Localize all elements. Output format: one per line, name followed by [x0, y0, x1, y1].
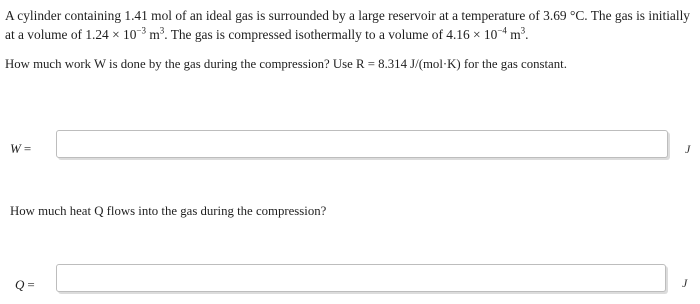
work-symbol: W — [10, 141, 21, 156]
exponent: −4 — [497, 25, 507, 36]
heat-answer-input[interactable] — [56, 264, 666, 292]
work-unit: J — [685, 142, 691, 156]
problem-line-2-part-b: m — [145, 27, 160, 42]
question-heat: How much heat Q flows into the gas during the compression? — [10, 204, 327, 218]
problem-line-1: A cylinder containing 1.41 mol of an ideal gas is surrounded by a large reservoir at a temperature of 3.69 °C. The gas is initially — [5, 8, 691, 23]
exponent: 3 — [159, 25, 165, 36]
exponent: −3 — [136, 25, 146, 36]
question-work: How much work W is done by the gas during the compression? Use R = 8.314 J/(mol·K) for the gas constant. — [5, 57, 567, 71]
work-answer-input[interactable] — [56, 130, 668, 158]
work-equals: = — [23, 141, 32, 156]
problem-line-2 — [5, 25, 695, 44]
problem-line-2-part-a: at a volume of 1.24 × 10 — [5, 27, 137, 42]
heat-label — [15, 277, 35, 293]
heat-equals: = — [27, 277, 35, 292]
heat-symbol: Q — [15, 277, 25, 292]
exponent: 3 — [520, 25, 526, 36]
heat-unit: J — [682, 276, 688, 290]
problem-line-2-part-e: . — [525, 27, 529, 42]
problem-line-2-part-c: . The gas is compressed isothermally to a volume of 4.16 × 10 — [164, 27, 498, 42]
problem-line-2-part-d: m — [506, 27, 521, 42]
work-label — [10, 141, 31, 157]
problem-statement — [5, 6, 695, 44]
